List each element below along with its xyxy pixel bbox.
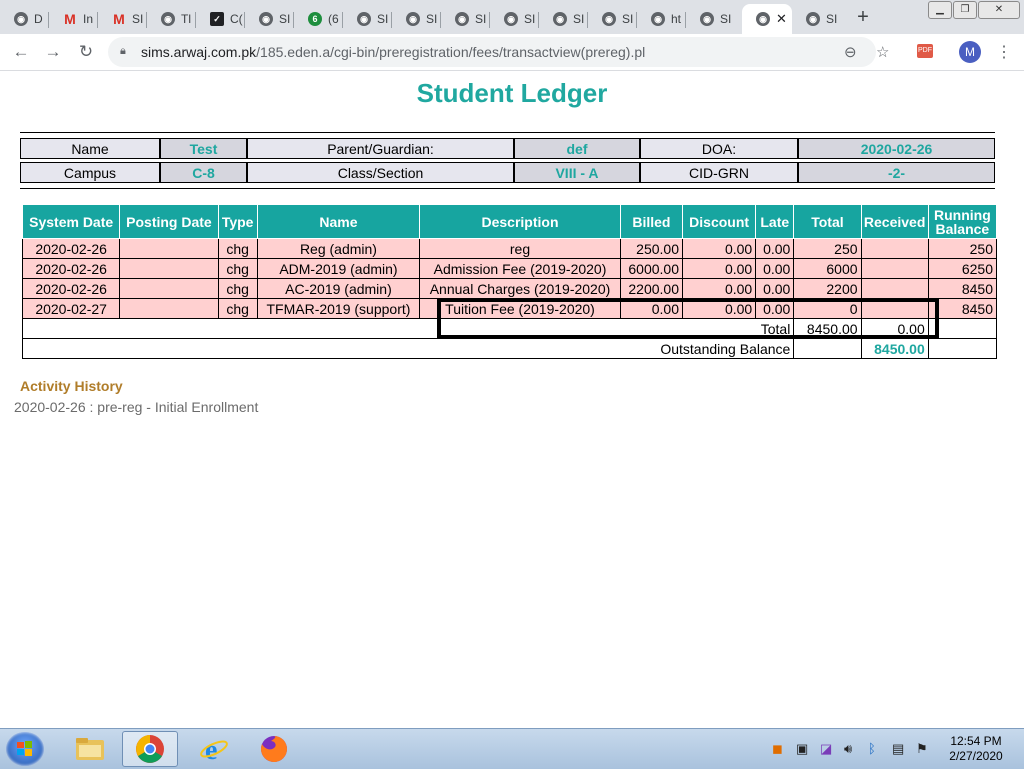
volume-icon[interactable]: 🔊︎ (844, 741, 853, 756)
cell-late: 0.00 (756, 279, 794, 299)
tray-clipboard-icon[interactable]: ▣ (796, 741, 809, 756)
table-row (23, 259, 997, 279)
cell-name: TFMAR-2019 (support) (257, 299, 420, 319)
browser-tab-3[interactable] (98, 4, 147, 34)
tab-title: Tl (181, 12, 191, 26)
firefox-taskbar-button[interactable] (246, 731, 302, 767)
col-description: Description (420, 205, 621, 239)
lock-icon: 🔒︎ (120, 45, 126, 57)
outstanding-running-empty (928, 339, 996, 359)
doa-value: 2020-02-26 (798, 138, 995, 159)
extension-icon[interactable]: PDF (917, 44, 933, 58)
activity-item: 2020-02-26 : pre-reg - Initial Enrollment (14, 399, 259, 415)
cell-type: chg (218, 259, 257, 279)
firefox-icon (259, 734, 289, 764)
cell-description: Annual Charges (2019-2020) (420, 279, 621, 299)
highlight-box (437, 298, 939, 339)
cell-late: 0.00 (756, 299, 794, 319)
cell-system-date: 2020-02-26 (23, 259, 120, 279)
action-center-flag-icon[interactable]: ⚑ (916, 741, 928, 756)
internet-explorer-taskbar-button[interactable] (186, 731, 242, 767)
total-received: 0.00 (861, 319, 928, 339)
campus-label: Campus (20, 162, 160, 183)
url-path: /185.eden.a/cgi-bin/preregistration/fees/transactview(prereg).pl (256, 44, 646, 60)
cell-late: 0.00 (756, 259, 794, 279)
tab-title: SI (826, 12, 838, 26)
table-row (23, 239, 997, 259)
browser-toolbar (0, 34, 1024, 71)
cell-running-balance: 8450 (928, 299, 996, 319)
cell-received (861, 259, 928, 279)
tab-title: SI (720, 12, 732, 26)
internet-explorer-icon (199, 734, 229, 764)
cell-discount: 0.00 (683, 259, 756, 279)
col-system-date: System Date (23, 205, 120, 239)
tab-title: D (34, 12, 43, 26)
browser-tab-2[interactable] (49, 4, 98, 34)
cell-billed: 2200.00 (620, 279, 682, 299)
cell-late: 0.00 (756, 239, 794, 259)
cell-system-date: 2020-02-26 (23, 279, 120, 299)
cid-value: -2- (798, 162, 995, 183)
file-explorer-taskbar-button[interactable] (62, 731, 118, 767)
cell-discount: 0.00 (683, 239, 756, 259)
browser-tab-13[interactable] (588, 4, 637, 34)
browser-tab-4[interactable] (147, 4, 196, 34)
network-icon[interactable]: ▤ (892, 741, 905, 756)
class-label: Class/Section (247, 162, 514, 183)
tab-title: C( (230, 12, 243, 26)
doa-label: DOA: (640, 138, 798, 159)
total-label: Total (23, 319, 794, 339)
cell-name: Reg (admin) (257, 239, 420, 259)
bluetooth-icon[interactable]: ᛒ (868, 741, 876, 756)
globe-icon: ◉ (406, 12, 420, 26)
cell-billed: 6000.00 (620, 259, 682, 279)
browser-tab-9[interactable] (392, 4, 441, 34)
minimize-button[interactable]: ▁ (928, 1, 952, 19)
cell-type: chg (218, 279, 257, 299)
browser-tab-6[interactable] (245, 4, 294, 34)
table-row (23, 279, 997, 299)
menu-kebab-icon[interactable]: ⋮ (996, 44, 1012, 61)
running-line-2: Balance (935, 220, 990, 237)
taskbar (0, 728, 1024, 769)
cell-name: AC-2019 (admin) (257, 279, 420, 299)
tab-title: (6 (328, 12, 339, 26)
folder-icon (74, 736, 106, 762)
cid-label: CID-GRN (640, 162, 798, 183)
cell-received (861, 279, 928, 299)
col-received: Received (861, 205, 928, 239)
browser-tab-5[interactable] (196, 4, 245, 34)
parent-value: def (514, 138, 640, 159)
zoom-icon[interactable]: ⊖ (844, 44, 857, 61)
browser-tab-8[interactable] (343, 4, 392, 34)
cell-posting-date (120, 279, 218, 299)
outstanding-row (23, 339, 997, 359)
chrome-icon (135, 734, 165, 764)
outstanding-label: Outstanding Balance (23, 339, 794, 359)
cell-description: Tuition Fee (2019-2020) (420, 299, 621, 319)
col-billed: Billed (620, 205, 682, 239)
cell-discount: 0.00 (683, 279, 756, 299)
tab-title: SI (377, 12, 389, 26)
url-text[interactable] (141, 44, 645, 60)
campus-value: C-8 (160, 162, 247, 183)
col-type: Type (218, 205, 257, 239)
browser-tab-1[interactable] (0, 4, 49, 34)
back-icon[interactable]: ← (12, 42, 30, 61)
browser-tab-11[interactable] (490, 4, 539, 34)
browser-tab-10[interactable] (441, 4, 490, 34)
cell-type: chg (218, 239, 257, 259)
gmail-icon: M (113, 11, 125, 27)
globe-icon: ◉ (14, 12, 28, 26)
new-tab-button[interactable]: + (857, 6, 869, 28)
gmail-icon: M (64, 11, 76, 27)
globe-icon: ◉ (504, 12, 518, 26)
address-bar[interactable] (108, 37, 890, 67)
windows-logo-icon (17, 741, 33, 757)
cell-running-balance: 250 (928, 239, 996, 259)
globe-icon: ◉ (700, 12, 714, 26)
col-late: Late (756, 205, 794, 239)
cell-running-balance: 6250 (928, 259, 996, 279)
cell-posting-date (120, 259, 218, 279)
col-posting-date: Posting Date (120, 205, 218, 239)
globe-icon: ◉ (161, 12, 175, 26)
cell-posting-date (120, 239, 218, 259)
ledger-header-row (23, 205, 997, 239)
cell-system-date: 2020-02-26 (23, 239, 120, 259)
cell-received (861, 239, 928, 259)
cell-name: ADM-2019 (admin) (257, 259, 420, 279)
browser-tab-12[interactable] (539, 4, 588, 34)
browser-tab-active[interactable] (742, 4, 792, 34)
outstanding-empty (794, 339, 861, 359)
tray-onenote-icon[interactable]: ◪ (820, 741, 833, 756)
bookmark-star-icon[interactable]: ☆ (876, 44, 890, 61)
cell-type: chg (218, 299, 257, 319)
class-value: VIII - A (514, 162, 640, 183)
cell-running-balance: 8450 (928, 279, 996, 299)
cell-description: reg (420, 239, 621, 259)
url-host: sims.arwaj.com.pk (141, 44, 257, 60)
profile-avatar[interactable]: M (959, 41, 981, 63)
cell-total: 250 (794, 239, 861, 259)
globe-icon: ◉ (602, 12, 616, 26)
cell-description: Admission Fee (2019-2020) (420, 259, 621, 279)
app-icon: ✓ (210, 12, 224, 26)
clock-date: 2/27/2020 (949, 749, 1003, 763)
col-discount: Discount (683, 205, 756, 239)
col-total: Total (794, 205, 861, 239)
parent-label: Parent/Guardian: (247, 138, 514, 159)
col-name: Name (257, 205, 420, 239)
running-line-1: Running (933, 206, 991, 223)
restore-button[interactable]: ❐ (953, 1, 977, 19)
cell-total: 6000 (794, 259, 861, 279)
forward-icon[interactable]: → (44, 42, 62, 61)
browser-tab-7[interactable] (294, 4, 343, 34)
start-button[interactable] (6, 732, 44, 766)
badge-icon: 6 (308, 12, 322, 26)
cell-discount: 0.00 (683, 299, 756, 319)
cell-system-date: 2020-02-27 (23, 299, 120, 319)
browser-tab-14[interactable] (637, 4, 686, 34)
globe-icon: ◉ (357, 12, 371, 26)
globe-icon: ◉ (756, 12, 770, 26)
tab-title: ht (671, 12, 682, 26)
clock-time: 12:54 PM (950, 734, 1002, 748)
close-icon[interactable]: ✕ (776, 11, 787, 26)
tab-title: SI (622, 12, 634, 26)
tab-title: SI (475, 12, 487, 26)
svg-text:e: e (205, 735, 218, 764)
reload-icon[interactable]: ↻ (78, 42, 94, 61)
globe-icon: ◉ (455, 12, 469, 26)
student-info (20, 132, 995, 189)
name-label: Name (20, 138, 160, 159)
outstanding-value: 8450.00 (861, 339, 928, 359)
tab-title: SI (132, 12, 144, 26)
total-value: 8450.00 (794, 319, 861, 339)
chrome-taskbar-button[interactable] (122, 731, 178, 767)
name-value: Test (160, 138, 247, 159)
tab-title: SI (524, 12, 536, 26)
taskbar-clock[interactable] (945, 734, 1007, 764)
globe-icon: ◉ (553, 12, 567, 26)
cell-billed: 0.00 (620, 299, 682, 319)
window-close-button[interactable]: ✕ (978, 1, 1020, 19)
cell-total: 0 (794, 299, 861, 319)
cell-total: 2200 (794, 279, 861, 299)
browser-tab-17[interactable] (792, 4, 841, 34)
globe-icon: ◉ (259, 12, 273, 26)
browser-tab-15[interactable] (686, 4, 735, 34)
tab-title: SI (426, 12, 438, 26)
globe-icon: ◉ (806, 12, 820, 26)
activity-history-title: Activity History (20, 378, 123, 394)
cell-posting-date (120, 299, 218, 319)
col-running-balance (928, 205, 996, 239)
tray-app-icon[interactable]: ◼ (772, 741, 783, 756)
globe-icon: ◉ (651, 12, 665, 26)
tab-title: In (83, 12, 94, 26)
tab-title: SI (279, 12, 291, 26)
tab-title: SI (573, 12, 585, 26)
page-title: Student Ledger (416, 78, 608, 108)
cell-billed: 250.00 (620, 239, 682, 259)
tab-strip (0, 0, 1024, 34)
